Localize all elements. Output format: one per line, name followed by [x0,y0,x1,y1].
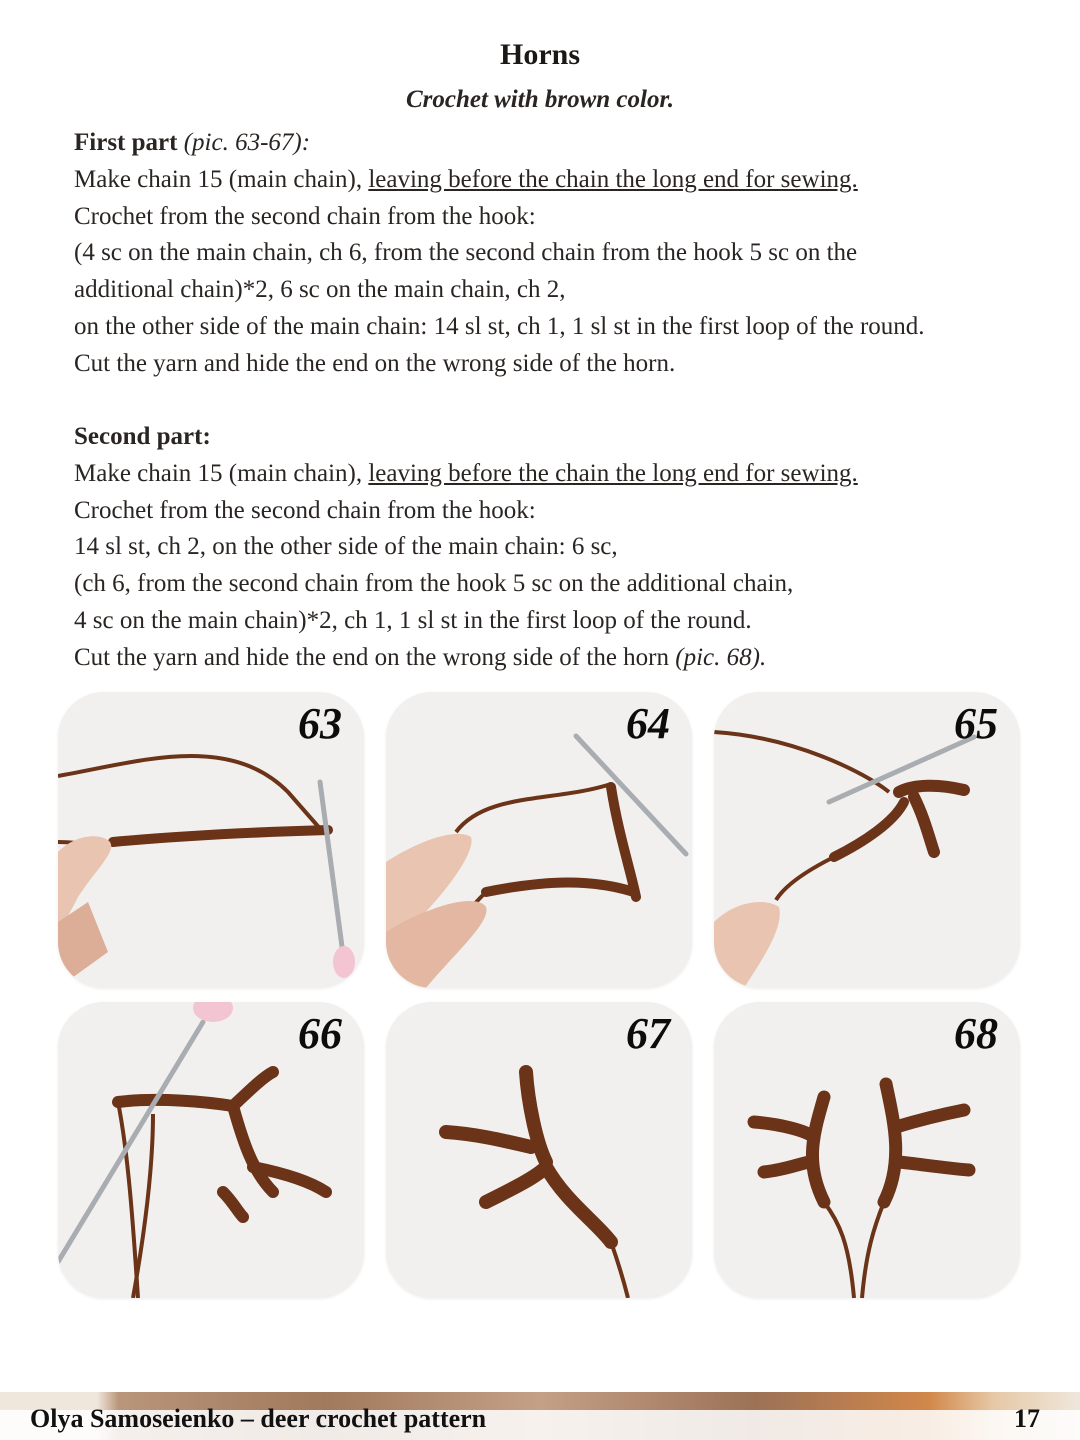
second-part-line-3: 14 sl st, ch 2, on the other side of the main chain: 6 sc, [74,533,618,561]
page-footer [0,1392,1080,1440]
footer-author-title: Olya Samoseienko – deer crochet pattern [30,1404,487,1433]
photo-65-number: 65 [954,699,998,748]
second-part-line-1: Make chain 15 (main chain), [74,459,369,487]
first-part-line-6: Cut the yarn and hide the end on the wrong side of the horn. [74,349,676,377]
photo-66-number: 66 [298,1009,342,1058]
first-part-pic-ref: (pic. 63-67): [183,129,311,156]
first-part-section [74,125,1024,383]
photo-step-64 [386,692,692,988]
first-part-heading: First part [74,129,178,156]
first-part-line-1-underlined: leaving before the chain the long end for sewing. [368,165,858,193]
page-number: 17 [1014,1404,1040,1433]
second-part-pic-ref: (pic. 68). [675,643,767,671]
photo-step-67 [386,1002,692,1298]
second-part-section [74,419,1024,677]
second-part-line-1-underlined: leaving before the chain the long end for sewing. [368,459,858,487]
first-part-line-2: Crochet from the second chain from the hook: [74,202,536,230]
second-part-line-5: 4 sc on the main chain)*2, ch 1, 1 sl st in the first loop of the round. [74,606,752,634]
first-part-line-3: (4 sc on the main chain, ch 6, from the second chain from the hook 5 sc on the [74,239,858,267]
first-part-line-1: Make chain 15 (main chain), [74,165,369,193]
photo-68-number: 68 [954,1009,998,1058]
second-part-line-4: (ch 6, from the second chain from the hook 5 sc on the additional chain, [74,570,794,598]
page-subtitle: Crochet with brown color. [405,86,675,113]
second-part-line-6: Cut the yarn and hide the end on the wrong side of the horn [74,643,676,671]
photo-step-63 [58,692,364,988]
photo-step-68 [714,1002,1020,1298]
first-part-line-4: additional chain)*2, 6 sc on the main chain, ch 2, [74,276,566,304]
photo-64-number: 64 [626,699,670,748]
photo-67-number: 67 [626,1009,670,1058]
photo-63-number: 63 [298,699,342,748]
page-title: Horns [499,38,580,71]
first-part-line-5: on the other side of the main chain: 14 sl st, ch 1, 1 sl st in the first loop of the round. [74,312,925,340]
second-part-line-2: Crochet from the second chain from the hook: [74,496,536,524]
photo-step-65 [714,692,1020,988]
second-part-heading: Second part: [74,423,211,450]
photo-step-66 [58,1002,364,1298]
